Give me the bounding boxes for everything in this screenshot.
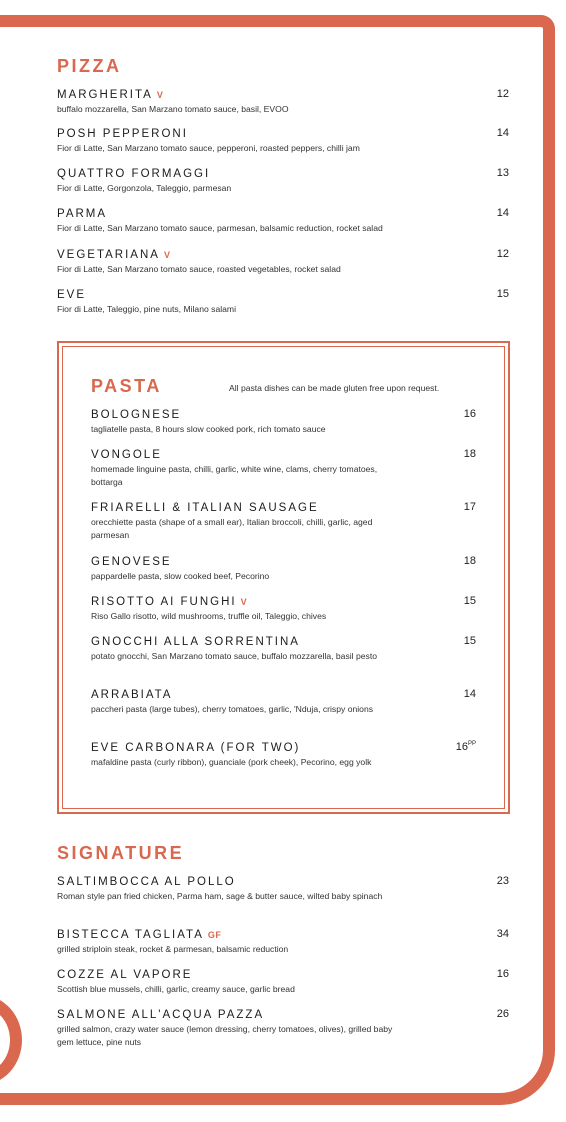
item-description: Fior di Latte, San Marzano tomato sauce, roasted vegetables, rocket salad xyxy=(57,264,341,274)
item-name: BOLOGNESE xyxy=(91,409,182,421)
menu-item xyxy=(57,928,509,956)
item-name: MARGHERITA xyxy=(57,89,153,101)
menu-item xyxy=(57,88,509,116)
item-description: pappardelle pasta, slow cooked beef, Pecorino xyxy=(91,571,270,581)
per-person-suffix: PP xyxy=(467,741,476,747)
item-description: Riso Gallo risotto, wild mushrooms, truffle oil, Taleggio, chives xyxy=(91,611,327,621)
item-price: 18 xyxy=(463,448,476,460)
menu-item xyxy=(57,1008,509,1049)
item-description: Fior di Latte, San Marzano tomato sauce, pepperoni, roasted peppers, chilli jam xyxy=(57,143,360,153)
item-name: EVE xyxy=(57,289,87,301)
item-name: PARMA xyxy=(57,208,108,220)
item-name: BISTECCA TAGLIATA xyxy=(57,929,204,941)
menu-item xyxy=(91,448,476,489)
item-price: 18 xyxy=(463,555,476,567)
menu-item xyxy=(91,741,476,769)
menu-item xyxy=(91,595,476,623)
item-name: VEGETARIANA xyxy=(57,249,160,261)
menu-item xyxy=(91,635,476,663)
price-value: 16 xyxy=(455,741,468,753)
vegetarian-badge: V xyxy=(156,90,164,100)
item-name: COZZE AL VAPORE xyxy=(57,969,193,981)
item-price: 15 xyxy=(463,595,476,607)
item-price: 12 xyxy=(496,88,509,100)
menu-item xyxy=(91,555,476,583)
menu-item xyxy=(91,688,476,716)
item-description: potato gnocchi, San Marzano tomato sauce, buffalo mozzarella, basil pesto xyxy=(91,651,377,661)
item-description: grilled striploin steak, rocket & parmesan, balsamic reduction xyxy=(57,944,289,954)
item-description: Roman style pan fried chicken, Parma ham, sage & butter sauce, wilted baby spinach xyxy=(57,891,383,901)
item-description: Fior di Latte, Gorgonzola, Taleggio, parmesan xyxy=(57,183,232,193)
item-price: 16 xyxy=(496,968,509,980)
item-name: ARRABIATA xyxy=(91,689,173,701)
menu-item xyxy=(57,288,509,316)
item-price: 26 xyxy=(496,1008,509,1020)
item-price: 15 xyxy=(496,288,509,300)
vegetarian-badge: V xyxy=(240,597,248,607)
menu-item xyxy=(57,968,509,996)
item-name: GNOCCHI ALLA SORRENTINA xyxy=(91,636,300,648)
item-name: POSH PEPPERONI xyxy=(57,128,188,140)
menu-item xyxy=(57,248,509,276)
item-name: EVE CARBONARA (FOR TWO) xyxy=(91,742,301,754)
menu-item xyxy=(57,167,509,195)
item-name: FRIARELLI & ITALIAN SAUSAGE xyxy=(91,502,319,514)
item-price: 34 xyxy=(496,928,509,940)
section-title-pizza: PIZZA xyxy=(57,56,122,76)
vegetarian-badge: V xyxy=(163,250,171,260)
item-description: paccheri pasta (large tubes), cherry tomatoes, garlic, 'Nduja, crispy onions xyxy=(91,704,374,714)
item-name: GENOVESE xyxy=(91,556,172,568)
item-description: Fior di Latte, Taleggio, pine nuts, Milano salami xyxy=(57,304,236,314)
item-name: SALMONE ALL'ACQUA PAZZA xyxy=(57,1009,265,1021)
item-description: buffalo mozzarella, San Marzano tomato sauce, basil, EVOO xyxy=(57,104,289,114)
item-description: orecchiette pasta (shape of a small ear), Italian broccoli, chilli, garlic, aged parmesan xyxy=(91,517,373,540)
item-price: 23 xyxy=(496,875,509,887)
section-title-signature: SIGNATURE xyxy=(57,843,185,863)
item-price: 15 xyxy=(463,635,476,647)
item-description: tagliatelle pasta, 8 hours slow cooked pork, rich tomato sauce xyxy=(91,424,326,434)
item-price: 14 xyxy=(496,127,509,139)
item-price: 16 xyxy=(463,408,476,420)
item-name: VONGOLE xyxy=(91,449,162,461)
item-name: QUATTRO FORMAGGI xyxy=(57,168,211,180)
menu-item xyxy=(57,127,509,155)
section-title-pasta: PASTA xyxy=(91,376,162,396)
item-description: grilled salmon, crazy water sauce (lemon dressing, cherry tomatoes, olives), grilled baby gem lettuce, pine nuts xyxy=(57,1024,393,1047)
item-price: 14 xyxy=(496,207,509,219)
gluten-free-badge: GF xyxy=(207,930,222,940)
menu-item xyxy=(57,207,509,235)
item-price: 17 xyxy=(463,501,476,513)
item-description: Scottish blue mussels, chilli, garlic, creamy sauce, garlic bread xyxy=(57,984,295,994)
item-price xyxy=(456,741,476,753)
item-description: mafaldine pasta (curly ribbon), guanciale (pork cheek), Pecorino, egg yolk xyxy=(91,757,372,767)
gluten-free-note: All pasta dishes can be made gluten free upon request. xyxy=(229,383,440,393)
item-price: 12 xyxy=(496,248,509,260)
item-name: RISOTTO AI FUNGHI xyxy=(91,596,237,608)
item-price: 14 xyxy=(463,688,476,700)
item-name: SALTIMBOCCA AL POLLO xyxy=(57,876,236,888)
menu-item xyxy=(91,501,476,542)
menu-item xyxy=(91,408,476,436)
item-description: homemade linguine pasta, chilli, garlic, white wine, clams, cherry tomatoes, bottarga xyxy=(91,464,378,487)
item-description: Fior di Latte, San Marzano tomato sauce, parmesan, balsamic reduction, rocket salad xyxy=(57,223,383,233)
menu-item xyxy=(57,875,509,903)
item-price: 13 xyxy=(496,167,509,179)
